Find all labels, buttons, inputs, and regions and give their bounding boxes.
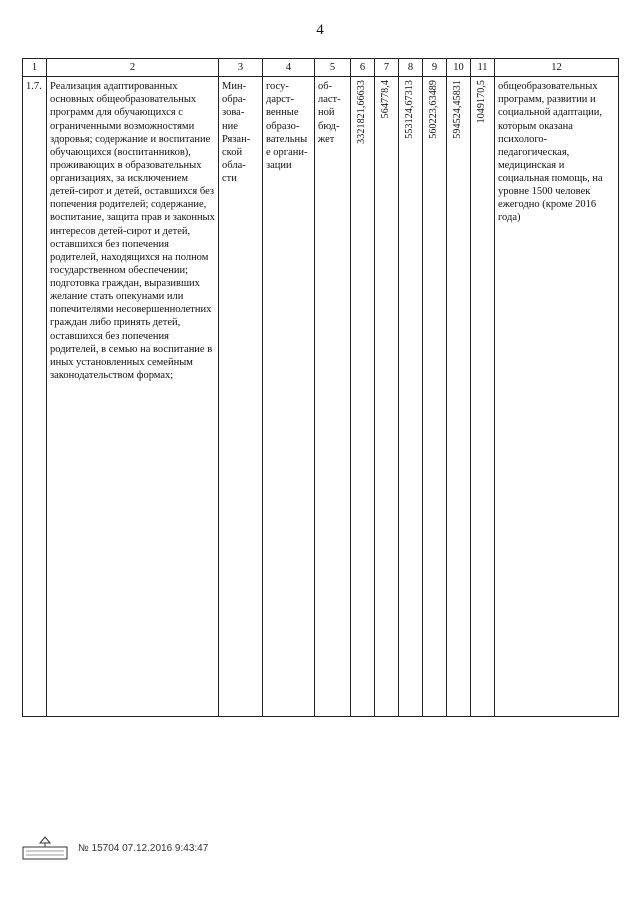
header-cell-2: 2 [47, 59, 219, 77]
stamp-text: № 15704 07.12.2016 9:43:47 [78, 842, 209, 854]
header-cell-4: 4 [263, 59, 315, 77]
funding-source-cell: об-ласт-ной бюд-жет [315, 77, 351, 717]
row-number: 1.7. [23, 77, 47, 717]
header-cell-5: 5 [315, 59, 351, 77]
header-cell-3: 3 [219, 59, 263, 77]
participants-cell: госу-дарст-венные образо-вательные органи-зации [263, 77, 315, 717]
header-cell-10: 10 [447, 59, 471, 77]
program-table [22, 58, 619, 717]
amount-value-8: 553124,67313 [404, 80, 416, 139]
table-row [23, 77, 619, 717]
amount-value-10: 594524,45831 [452, 80, 464, 139]
header-row [23, 59, 619, 77]
amount-cell-8 [399, 77, 423, 717]
header-cell-9: 9 [423, 59, 447, 77]
total-amount-cell [351, 77, 375, 717]
executor-cell: Мин-обра-зова-ние Рязан-ской обла-сти [219, 77, 263, 717]
amount-cell-11 [471, 77, 495, 717]
page-number: 4 [316, 22, 324, 38]
header-cell-11: 11 [471, 59, 495, 77]
total-amount-value: 3321821,66633 [356, 80, 368, 144]
expected-result-cell: общеобразовательных программ, развитии и социальной адаптации, которым оказана психолого-педагогическая, медицинская и социальная помощь, на уровне 1500 человек ежегодно (кроме 2016 года) [495, 77, 619, 717]
header-cell-8: 8 [399, 59, 423, 77]
amount-value-11: 1049170,5 [476, 80, 488, 124]
header-cell-7: 7 [375, 59, 399, 77]
amount-cell-7 [375, 77, 399, 717]
amount-cell-10 [447, 77, 471, 717]
registration-stamp [22, 835, 208, 861]
header-cell-1: 1 [23, 59, 47, 77]
stamp-logo-icon [22, 835, 68, 861]
amount-cell-9 [423, 77, 447, 717]
header-cell-6: 6 [351, 59, 375, 77]
amount-value-9: 560223,63489 [428, 80, 440, 139]
amount-value-7: 564778,4 [380, 80, 392, 119]
header-cell-12: 12 [495, 59, 619, 77]
measure-description: Реализация адаптированных основных общеобразовательных программ для обучающихся с ограниченными возможностями здоровья; содержание и воспитание обучающихся (воспитанников), проживающих в образовательных организациях, за исключением детей-сирот и детей, оставшихся без попечения родителей; содержание, воспитание, защита прав и законных интересов детей-сирот и детей, оставшихся без попечения родителей, находящихся на полном государственном обеспечении; подготовка граждан, выразивших желание стать опекунами или попечителями несовершеннолетних граждан либо принять детей, оставшихся без попечения родителей, в семью на воспитание в иных установленных семейным законодательством формах; [47, 77, 219, 717]
